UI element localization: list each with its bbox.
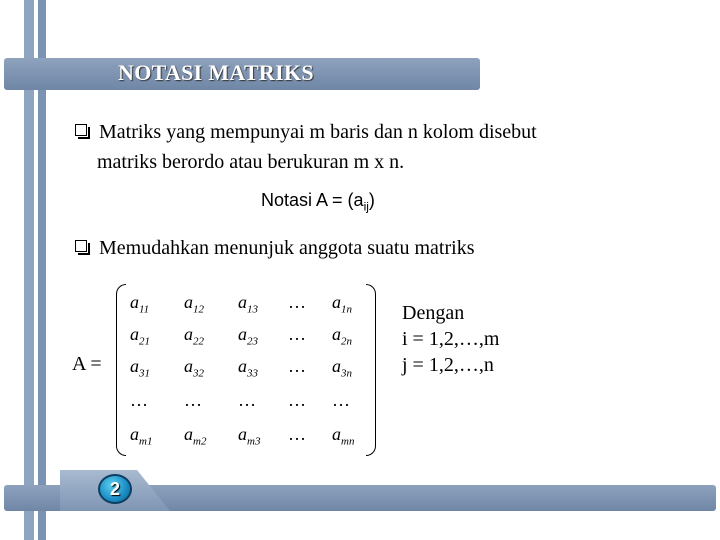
bullet-text: Memudahkan menunjuk anggota suatu matriks [99, 237, 475, 259]
matrix-cell-r5-c3: $a_{m3}$ [238, 424, 261, 448]
matrix-cell-r2-c4: … [288, 324, 306, 344]
matrix-left-bracket [116, 284, 126, 456]
matrix-cell-r3-c5: $a_{3n}$ [332, 356, 352, 380]
matrix-cell-r1-c4: … [288, 292, 306, 312]
index-note-heading: Dengan [402, 302, 465, 324]
matrix-cell-r1-c1: $a_{11}$ [130, 292, 150, 316]
index-note-i: i = 1,2,…,m [402, 328, 500, 350]
bullet-text-line2: matriks berordo atau berukuran m x n. [97, 151, 405, 173]
slide-title: NOTASI MATRIKS [118, 60, 314, 85]
matrix-cell-r3-c3: $a_{33}$ [238, 356, 258, 380]
matrix-cell-r2-c1: $a_{21}$ [130, 324, 150, 348]
matrix-cell-r1-c2: $a_{12}$ [184, 292, 204, 316]
page-number-badge: 2 [98, 474, 132, 504]
matrix-cell-r4-c5: … [332, 390, 350, 410]
notation-prefix: Notasi A = (a [261, 190, 364, 210]
matrix-cell-r2-c2: $a_{22}$ [184, 324, 204, 348]
matrix-cell-r1-c3: $a_{13}$ [238, 292, 258, 316]
matrix-cell-r5-c5: $a_{mn}$ [332, 424, 355, 448]
matrix-cell-r2-c3: $a_{23}$ [238, 324, 258, 348]
index-note-j: j = 1,2,…,n [402, 354, 494, 376]
matrix-cell-r3-c2: $a_{32}$ [184, 356, 204, 380]
matrix-cell-r5-c4: … [288, 424, 306, 444]
notation-subscript: ij [363, 199, 369, 214]
notation-formula [261, 190, 375, 214]
matrix-cell-r5-c1: $a_{m1}$ [130, 424, 153, 448]
index-note [402, 300, 499, 378]
checkbox-bullet-icon [75, 124, 87, 136]
matrix-cell-r4-c1: … [130, 390, 148, 410]
bullet-text-line1: Matriks yang mempunyai m baris dan n kolom disebut [99, 121, 537, 143]
matrix-cell-r3-c4: … [288, 356, 306, 376]
matrix-cell-r4-c4: … [288, 390, 306, 410]
notation-suffix: ) [368, 190, 375, 210]
matrix [116, 284, 376, 460]
matrix-cell-r4-c2: … [184, 390, 202, 410]
matrix-cell-r4-c3: … [238, 390, 256, 410]
matrix-label: A = [72, 353, 102, 375]
matrix-cell-r3-c1: $a_{31}$ [130, 356, 150, 380]
matrix-cell-r5-c2: $a_{m2}$ [184, 424, 207, 448]
checkbox-bullet-icon [75, 240, 87, 252]
matrix-right-bracket [366, 284, 376, 456]
matrix-cell-r2-c5: $a_{2n}$ [332, 324, 352, 348]
matrix-cell-r1-c5: $a_{1n}$ [332, 292, 352, 316]
